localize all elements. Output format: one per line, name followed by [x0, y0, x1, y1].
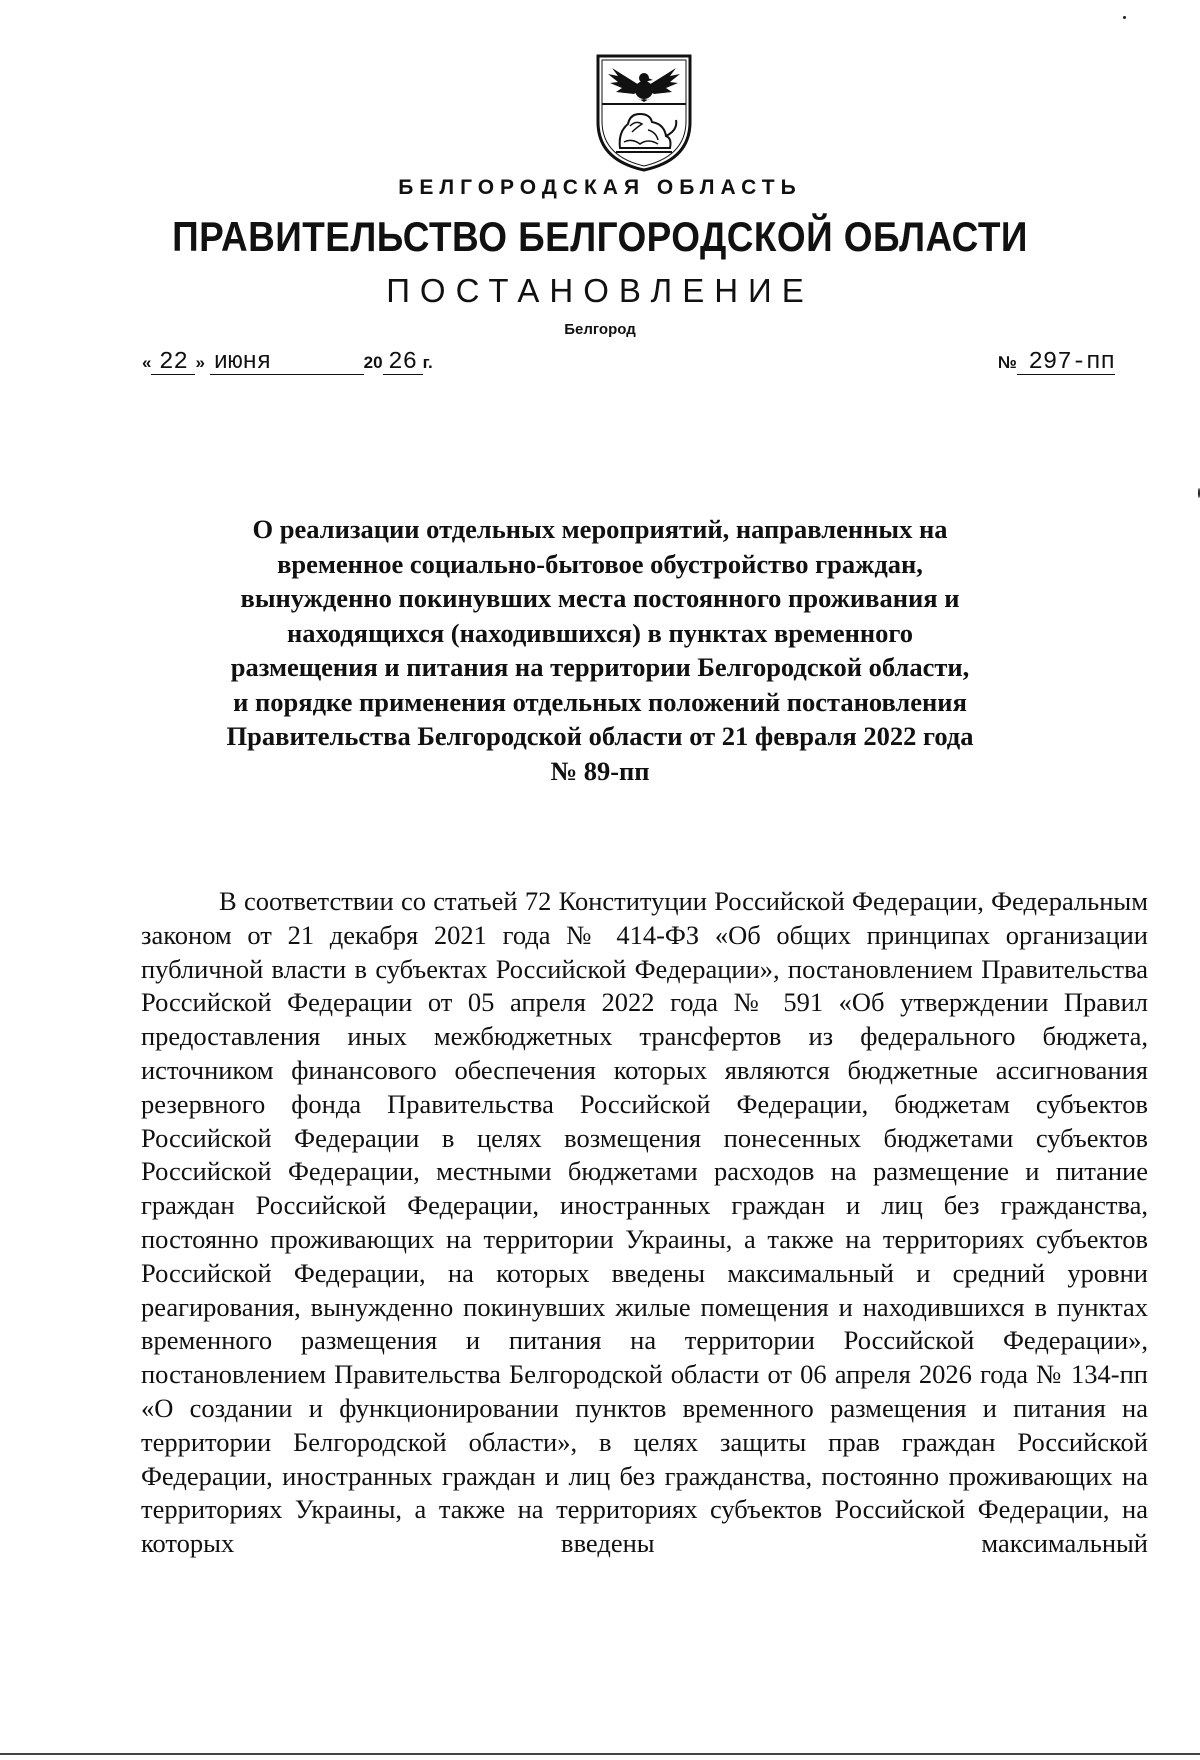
date-day: 22	[151, 352, 195, 375]
document-date	[142, 349, 433, 376]
document-type: ПОСТАНОВЛЕНИЕ	[386, 272, 814, 309]
date-quote-close: »	[195, 353, 205, 372]
coat-of-arms-icon	[592, 52, 696, 174]
date-quote-open: «	[142, 353, 152, 372]
document-title: О реализации отдельных мероприятий, направленных на временное социально-бытовое обустройство граждан, вынужденно покинувших места постоянного проживания и находящихся (находившихся) в пунктах временного размещения и питания на территории Белгородской области, и порядке применения отдельных положений постановления Правительства Белгородской области от 21 февраля 2022 года № 89-пп	[226, 514, 974, 786]
number-label: №	[998, 353, 1017, 372]
document-body: В соответствии со статьей 72 Конституции Российской Федерации, Федеральным законом от 21 декабря 2021 года № 414-ФЗ «Об общих принципах организации публичной власти в субъектах Российской Федерации», постановлением Правительства Российской Федерации от 05 апреля 2022 года № 591 «Об утверждении Правил предоставления иных межбюджетных трансфертов из федерального бюджета, источником финансового обеспечения которых являются бюджетные ассигнования резервного фонда Правительства Российской Федерации, бюджетам субъектов Российской Федерации в целях возмещения понесенных бюджетами субъектов Российской Федерации, местными бюджетами расходов на размещение и питание граждан Российской Федерации, иностранных граждан и лиц без гражданства, постоянно проживающих на территории Украины, а также на территориях субъектов Российской Федерации, на которых введены максимальный и средний уровни реагирования, вынужденно покинувших жилые помещения и находившихся в пунктах временного размещения и питания на территории Российской Федерации», постановлением Правительства Белгородской области от 06 апреля 2026 года № 134-пп «О создании и функционировании пунктов временного размещения и питания на территории Белгородской области», в целях защиты прав граждан Российской Федерации, иностранных граждан и лиц без гражданства, постоянно проживающих на территориях Украины, а также на территориях субъектов Российской Федерации, на которых введены максимальный	[141, 886, 1148, 1559]
date-year-suffix: 26	[383, 352, 423, 375]
document-number	[998, 349, 1115, 376]
scan-speck	[1123, 16, 1126, 19]
city-name: Белгород	[564, 321, 636, 338]
scan-bottom-edge	[0, 1753, 1200, 1755]
government-name: ПРАВИТЕЛЬСТВО БЕЛГОРОДСКОЙ ОБЛАСТИ	[172, 213, 1028, 260]
number-value: 297-пп	[1017, 352, 1115, 375]
region-name: БЕЛГОРОДСКАЯ ОБЛАСТЬ	[398, 176, 802, 199]
date-month: июня	[210, 352, 364, 375]
date-year-unit: г.	[422, 353, 433, 372]
date-year-prefix: 20	[363, 353, 383, 372]
